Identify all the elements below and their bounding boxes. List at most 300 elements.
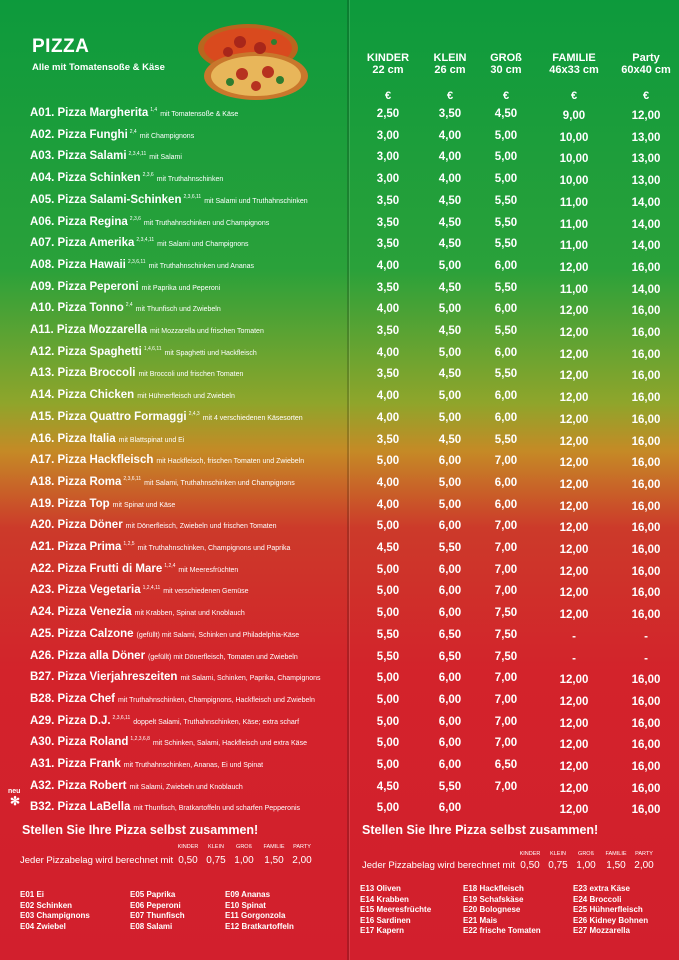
pizza-title: A04. Pizza Schinken (30, 172, 141, 185)
pizza-description: mit Salami (149, 154, 182, 162)
pizza-price: 7,50 (494, 650, 518, 663)
pizza-description: mit Hühnerfleisch und Zwiebeln (137, 393, 235, 401)
pizza-allergens: 1,2,4,11 (142, 584, 161, 591)
pizza-title: A29. Pizza D.J. (30, 714, 111, 727)
pizza-price: - (572, 630, 576, 643)
pizza-price: 5,00 (438, 476, 462, 489)
pizza-description: mit Salami und Champignons (157, 241, 249, 249)
pizza-price: - (644, 652, 648, 665)
pizza-price: 5,00 (438, 346, 462, 359)
pizza-title: A31. Pizza Frank (30, 758, 121, 770)
pizza-price: 16,00 (631, 327, 661, 339)
extra-item: E26 Kidney Bohnen (573, 915, 649, 925)
pizza-row (0, 758, 679, 779)
pizza-price: 5,50 (494, 281, 518, 294)
pizza-price: 13,00 (631, 131, 661, 144)
extra-item: E16 Sardinen (360, 915, 411, 925)
new-badge: neu (8, 788, 21, 795)
pizza-description: mit Tomatensoße & Käse (160, 111, 239, 118)
pizza-price: 3,00 (376, 173, 400, 186)
pizza-price: 7,00 (494, 455, 518, 468)
pizza-name (30, 346, 257, 358)
pizza-row (0, 563, 679, 584)
pizza-price: 7,00 (494, 737, 518, 750)
pizza-name (30, 107, 238, 119)
pizza-price: 13,00 (631, 153, 661, 166)
pizza-title: A23. Pizza Vegetaria (30, 584, 141, 597)
pizza-price: 16,00 (631, 739, 661, 752)
pizza-price: 5,50 (494, 238, 518, 251)
pizza-title: A20. Pizza Döner (30, 519, 123, 532)
pizza-allergens: 2,4 (129, 128, 137, 135)
pizza-price: 7,00 (494, 542, 518, 554)
pizza-price: 16,00 (631, 804, 661, 817)
new-star-icon: ✻ (10, 794, 21, 808)
column-header-3 (539, 52, 609, 76)
pizza-price: 3,50 (376, 238, 400, 251)
pizza-description: mit Champignons (139, 132, 195, 140)
pizza-price: 5,00 (376, 520, 400, 533)
extra-item: E04 Zwiebel (20, 921, 66, 931)
pizza-price: 4,50 (494, 108, 518, 120)
pizza-row (0, 671, 679, 692)
pizza-price: 7,50 (494, 628, 518, 641)
pizza-price: 4,50 (438, 194, 462, 207)
pizza-price: 12,00 (559, 500, 589, 513)
column-name: FAMILIE (552, 52, 596, 64)
column-header-0 (353, 52, 423, 76)
pizza-price: 3,50 (376, 368, 400, 381)
pizza-price: 7,00 (494, 672, 518, 685)
pizza-name (30, 411, 303, 423)
pizza-price: 16,00 (631, 695, 661, 708)
pizza-name (30, 584, 249, 596)
pizza-row (0, 801, 679, 822)
pizza-price: 5,50 (494, 325, 518, 337)
pizza-photo (190, 14, 310, 102)
pizza-allergens: 1,2,3,6,8 (130, 736, 150, 743)
pizza-price: 5,00 (376, 607, 400, 620)
pizza-title: A02. Pizza Funghi (30, 128, 128, 141)
pizza-price: 5,00 (376, 715, 400, 728)
pizza-price: 12,00 (559, 348, 589, 361)
pizza-price: 5,50 (494, 194, 518, 207)
pizza-price: 6,00 (494, 498, 518, 511)
topping-size-label: PARTY (293, 844, 311, 850)
pizza-price: 3,00 (376, 151, 400, 164)
column-size: 26 cm (434, 64, 466, 76)
extra-item: E14 Krabben (360, 894, 409, 904)
extra-item: E23 extra Käse (573, 884, 630, 893)
pizza-row (0, 259, 679, 280)
pizza-description: mit 4 verschiedenen Käsesorten (202, 414, 303, 422)
pizza-price: 5,00 (376, 585, 400, 598)
pizza-price: 5,00 (376, 693, 400, 706)
pizza-row (0, 628, 679, 649)
pizza-price: 11,00 (559, 196, 589, 209)
pizza-allergens: 2,4,3 (188, 410, 200, 417)
pizza-price: 6,00 (438, 715, 462, 728)
pizza-price: 16,00 (631, 782, 661, 795)
pizza-row (0, 281, 679, 302)
pizza-name (30, 237, 249, 249)
pizza-price: 5,50 (438, 542, 462, 554)
pizza-allergens: 2,3,6,11 (127, 259, 146, 266)
pizza-row (0, 584, 679, 605)
pizza-price: 12,00 (559, 478, 589, 491)
pizza-description: mit Hackfleisch, frischen Tomaten und Zwiebeln (156, 458, 305, 466)
topping-size-label: KLEIN (208, 844, 224, 850)
column-size: 22 cm (372, 64, 404, 76)
extras-column (573, 884, 648, 937)
pizza-price: 5,00 (376, 455, 400, 468)
pizza-price: 5,50 (494, 368, 518, 381)
extra-item: E03 Champignons (20, 911, 90, 920)
pizza-price: 12,00 (559, 587, 589, 600)
pizza-price: 12,00 (559, 370, 589, 383)
pizza-row (0, 606, 679, 627)
pizza-price: 4,50 (438, 281, 462, 294)
pizza-name (30, 671, 321, 683)
pizza-row (0, 715, 679, 736)
pizza-price: 16,00 (631, 261, 661, 274)
pizza-title: A07. Pizza Amerika (30, 237, 135, 250)
pizza-price: 16,00 (631, 305, 661, 318)
pizza-description: (gefüllt) mit Dönerfleisch, Tomaten und Zwiebeln (148, 653, 298, 661)
pizza-price: 7,00 (494, 715, 518, 728)
pizza-row (0, 650, 679, 671)
topping-price: 0,50 (178, 855, 198, 866)
pizza-title: A21. Pizza Prima (30, 541, 122, 553)
extra-item: E20 Bolognese (463, 905, 521, 914)
pizza-price: 6,00 (438, 759, 462, 771)
pizza-row (0, 389, 679, 410)
pizza-name (30, 259, 254, 271)
pizza-price: 16,00 (631, 370, 661, 383)
pizza-row (0, 302, 679, 323)
pizza-price: 16,00 (631, 761, 661, 773)
pizza-title: A26. Pizza alla Döner (30, 649, 146, 662)
pizza-price: 7,00 (494, 585, 518, 598)
pizza-price: 16,00 (631, 522, 661, 535)
pizza-price: 14,00 (631, 196, 661, 209)
pizza-description: mit Spinat und Käse (112, 501, 176, 509)
pizza-description: mit Krabben, Spinat und Knoblauch (134, 610, 245, 618)
pizza-price: 6,00 (494, 346, 518, 359)
extra-item: E21 Mais (463, 915, 498, 925)
pizza-price: 13,00 (631, 175, 661, 188)
pizza-name (30, 389, 235, 401)
pizza-price: 10,00 (559, 131, 589, 144)
pizza-price: 16,00 (631, 413, 661, 426)
extra-item: E01 Ei (20, 890, 45, 899)
column-currency: € (570, 90, 578, 102)
pizza-row (0, 150, 679, 171)
topping-text: Jeder Pizzabelag wird berechnet mit (362, 860, 516, 871)
pizza-row (0, 519, 679, 540)
extra-item: E25 Hühnerfleisch (573, 905, 643, 914)
pizza-description: mit Truthahnschinken, Champignons und Paprika (137, 545, 291, 552)
pizza-price: 7,00 (494, 520, 518, 533)
topping-price: 0,75 (548, 860, 568, 871)
pizza-price: 6,00 (494, 390, 518, 403)
column-name: GROß (490, 52, 522, 64)
pizza-allergens: 2,3,6 (129, 215, 141, 222)
pizza-row (0, 780, 679, 801)
topping-price: 0,50 (520, 860, 540, 871)
pizza-price: 4,50 (438, 325, 462, 337)
topping-size-label: GROß (578, 851, 594, 857)
pizza-price: 4,00 (438, 151, 462, 164)
pizza-name (30, 541, 290, 553)
extra-item: E22 frische Tomaten (463, 926, 541, 935)
pizza-price: 16,00 (631, 348, 661, 361)
pizza-price: 7,50 (494, 607, 518, 620)
pizza-name (30, 302, 221, 314)
topping-price: 0,75 (206, 855, 226, 866)
pizza-description: mit Mozzarella und frischen Tomaten (149, 328, 264, 335)
pizza-row (0, 107, 679, 128)
pizza-price: 4,50 (376, 780, 400, 793)
pizza-title: A22. Pizza Frutti di Mare (30, 562, 163, 575)
topping-size-label: KINDER (177, 844, 199, 850)
pizza-title: A13. Pizza Broccoli (30, 367, 136, 380)
pizza-price: 3,50 (376, 281, 400, 294)
column-currency: € (384, 90, 392, 102)
pizza-price: - (644, 630, 648, 643)
pizza-name (30, 216, 269, 228)
pizza-price: 4,00 (376, 303, 400, 316)
extra-item: E09 Ananas (225, 890, 271, 899)
pizza-price: 5,50 (494, 216, 518, 229)
pizza-price: 11,00 (559, 240, 589, 253)
column-name: KLEIN (433, 52, 467, 64)
pizza-title: A03. Pizza Salami (30, 150, 127, 163)
pizza-allergens: 2,4 (125, 302, 133, 309)
extra-item: E15 Meeresfrüchte (360, 905, 432, 914)
pizza-price: 6,00 (494, 259, 518, 272)
pizza-price: 4,00 (376, 259, 400, 272)
pizza-price: 12,00 (559, 674, 589, 687)
topping-price: 1,50 (264, 855, 284, 866)
pizza-name (30, 693, 315, 705)
pizza-title: A10. Pizza Tonno (30, 302, 124, 315)
pizza-name (30, 736, 307, 748)
column-currency: € (502, 90, 510, 102)
pizza-price: 4,00 (376, 498, 400, 511)
pizza-name (30, 801, 300, 813)
pizza-name (30, 519, 277, 531)
pizza-price: 5,00 (494, 151, 518, 164)
pizza-title: A09. Pizza Peperoni (30, 280, 139, 293)
pizza-description: mit Thunfisch, Bratkartoffeln und scharfen Pepperonis (133, 805, 301, 813)
pizza-price: 11,00 (559, 283, 589, 296)
extras-column (360, 884, 431, 937)
pizza-price: 9,00 (562, 110, 586, 122)
pizza-price: 4,50 (438, 238, 462, 251)
pizza-name (30, 367, 243, 379)
pizza-allergens: 1,4 (150, 107, 158, 114)
pizza-price: 12,00 (559, 565, 589, 578)
topping-size-label: PARTY (635, 851, 653, 857)
pizza-price: 5,00 (438, 390, 462, 403)
pizza-price: 12,00 (559, 739, 589, 752)
extra-item: E10 Spinat (225, 900, 266, 910)
pizza-price: 12,00 (559, 804, 589, 817)
pizza-title: A05. Pizza Salami-Schinken (30, 193, 182, 206)
column-size: 46x33 cm (549, 64, 599, 76)
pizza-price: 5,50 (438, 780, 462, 793)
pizza-price: 12,00 (559, 457, 589, 470)
pizza-price: 5,50 (494, 433, 518, 446)
topping-price: 1,50 (606, 860, 626, 871)
pizza-price: 4,00 (376, 390, 400, 403)
menu-title: PIZZA (32, 36, 90, 57)
pizza-title: A24. Pizza Venezia (30, 606, 132, 619)
pizza-price: 16,00 (631, 435, 661, 448)
pizza-row (0, 172, 679, 193)
pizza-name (30, 194, 308, 206)
topping-size-label: KLEIN (550, 851, 566, 857)
pizza-title: B27. Pizza Vierjahreszeiten (30, 671, 178, 684)
pizza-title: A17. Pizza Hackfleisch (30, 454, 154, 467)
pizza-title: A06. Pizza Regina (30, 215, 128, 228)
pizza-row (0, 346, 679, 367)
pizza-name (30, 454, 304, 466)
column-size: 30 cm (490, 64, 522, 76)
pizza-title: A16. Pizza Italia (30, 432, 116, 445)
pizza-price: 3,50 (376, 325, 400, 337)
pizza-price: 6,50 (438, 628, 462, 641)
pizza-price: 6,00 (438, 585, 462, 598)
pizza-allergens: 2,3,4,11 (128, 150, 147, 157)
topping-size-label: FAMILIE (263, 844, 285, 850)
pizza-row (0, 411, 679, 432)
pizza-description: mit Meeresfrüchten (178, 566, 239, 574)
pizza-name (30, 650, 298, 662)
menu-subtitle: Alle mit Tomatensoße & Käse (32, 62, 165, 73)
column-size: 60x40 cm (621, 64, 671, 76)
pizza-price: 4,00 (438, 173, 462, 186)
column-name: Party (632, 52, 660, 64)
topping-price: 1,00 (234, 855, 254, 866)
extra-item: E12 Bratkartoffeln (225, 921, 294, 931)
pizza-price: 16,00 (631, 478, 661, 491)
pizza-allergens: 1,4,6,11 (143, 345, 162, 352)
pizza-name (30, 324, 264, 336)
pizza-price: 10,00 (559, 153, 589, 166)
pizza-price: 5,00 (438, 498, 462, 511)
pizza-price: 5,00 (494, 129, 518, 142)
pizza-price: 12,00 (559, 435, 589, 448)
pizza-price: 6,00 (438, 455, 462, 468)
pizza-title: A30. Pizza Roland (30, 736, 129, 749)
pizza-price: 2,50 (376, 108, 400, 120)
column-header-4 (611, 52, 679, 76)
pizza-description: (gefüllt) mit Salami, Schinken und Philadelphia-Käse (136, 631, 300, 639)
pizza-description: mit Truthahnschinken und Ananas (148, 262, 255, 270)
extra-item: E06 Peperoni (130, 900, 181, 910)
topping-size-label: KINDER (519, 851, 541, 857)
pizza-price: 4,50 (438, 216, 462, 229)
pizza-description: mit Truthahnschinken, Champignons, Hackfleisch und Zwiebeln (118, 696, 315, 704)
pizza-row (0, 736, 679, 757)
pizza-price: 6,00 (494, 476, 518, 489)
extra-item: E27 Mozzarella (573, 926, 630, 935)
pizza-price: 16,00 (631, 544, 661, 556)
pizza-title: A32. Pizza Robert (30, 779, 127, 792)
pizza-description: mit Dönerfleisch, Zwiebeln und frischen Tomaten (125, 523, 277, 531)
topping-size-label: GROß (236, 844, 252, 850)
pizza-price: 5,50 (376, 628, 400, 641)
pizza-name (30, 715, 299, 727)
pizza-title: A11. Pizza Mozzarella (30, 324, 147, 336)
topping-price: 1,00 (576, 860, 596, 871)
pizza-price: 12,00 (559, 305, 589, 318)
pizza-price: 12,00 (559, 782, 589, 795)
pizza-description: mit Broccoli und frischen Tomaten (138, 371, 244, 379)
extra-item: E11 Gorgonzola (225, 911, 286, 920)
pizza-price: 3,00 (376, 129, 400, 142)
pizza-row (0, 237, 679, 258)
pizza-price: 12,00 (559, 392, 589, 405)
pizza-name (30, 150, 182, 162)
pizza-description: mit Truthahnschinken und Champignons (143, 219, 270, 227)
pizza-price: 12,00 (559, 261, 589, 274)
pizza-name (30, 780, 243, 792)
pizza-price: 12,00 (559, 544, 589, 556)
pizza-description: mit Truthahnschinken, Ananas, Ei und Spinat (123, 762, 264, 769)
extra-item: E05 Paprika (130, 890, 176, 899)
pizza-price: 4,50 (438, 433, 462, 446)
pizza-row (0, 129, 679, 150)
pizza-price: 12,00 (631, 110, 661, 122)
pizza-description: mit Salami, Truthahnschinken und Champignons (144, 479, 295, 487)
pizza-row (0, 454, 679, 475)
pizza-row (0, 216, 679, 237)
pizza-price: 6,50 (494, 759, 518, 771)
pizza-row (0, 693, 679, 714)
extras-column (20, 890, 90, 932)
pizza-name (30, 498, 175, 510)
pizza-price: 7,00 (494, 563, 518, 576)
pizza-price: 14,00 (631, 283, 661, 296)
pizza-description: doppelt Salami, Truthahnschinken, Käse; extra scharf (133, 718, 300, 726)
pizza-price: 4,00 (438, 129, 462, 142)
pizza-title: A14. Pizza Chicken (30, 389, 135, 402)
pizza-row (0, 498, 679, 519)
pizza-price: 3,50 (376, 216, 400, 229)
pizza-allergens: 1,2,5 (123, 541, 135, 548)
pizza-price: 12,00 (559, 609, 589, 622)
pizza-price: 3,50 (438, 108, 462, 120)
pizza-price: 10,00 (559, 175, 589, 188)
pizza-price: 5,00 (376, 563, 400, 576)
pizza-description: mit Spaghetti und Hackfleisch (164, 349, 257, 357)
pizza-name (30, 129, 194, 141)
topping-price: 2,00 (634, 860, 654, 871)
pizza-allergens: 2,3,6,11 (123, 476, 142, 483)
pizza-description: mit Thunfisch und Zwiebeln (135, 306, 221, 314)
pizza-row (0, 194, 679, 215)
pizza-price: 14,00 (631, 218, 661, 231)
pizza-price: 6,00 (494, 411, 518, 424)
extra-item: E17 Kapern (360, 926, 405, 935)
pizza-price: 16,00 (631, 587, 661, 600)
pizza-price: 6,50 (438, 650, 462, 663)
extras-column (463, 884, 541, 937)
pizza-price: 5,00 (376, 802, 400, 815)
